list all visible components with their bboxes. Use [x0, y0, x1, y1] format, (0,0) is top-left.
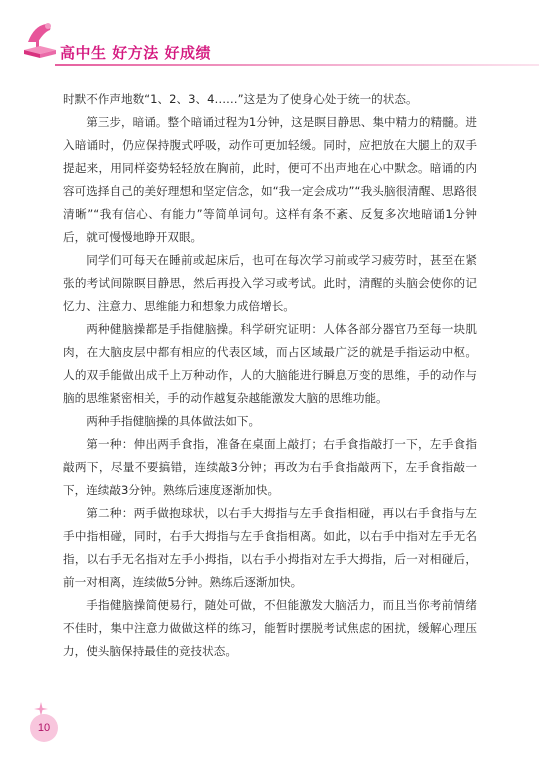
page-number: 10: [30, 714, 58, 742]
paragraph: 时默不作声地数“1、2、3、4……”这是为了使身心处于统一的状态。: [63, 92, 418, 106]
paragraph: 第二种：两手做抱球状，以右手大拇指与左手食指相碰，再以右手食指与左手中指相碰，同时，右手大拇指与左手食指相离。如此，以右手中指对左手无名指，以右手无名指对左手小拇指，以右手小拇指对左手大拇指，后一对相碰后，前一对相离，连续做5分钟。熟练后逐渐加快。: [63, 506, 477, 589]
paragraph: 第一种：伸出两手食指，准备在桌面上敲打；右手食指敲打一下，左手食指敲两下，尽量不要搞错，连续敲3分钟；再改为右手食指敲两下，左手食指敲一下，连续敲3分钟。熟练后速度逐渐加快。: [63, 437, 477, 497]
body-text: [63, 88, 477, 663]
header-divider: [55, 64, 539, 66]
page-number-badge: [27, 700, 63, 750]
paragraph: 第三步，暗诵。整个暗诵过程为1分钟，这是瞑目静思、集中精力的精髓。进入暗诵时，仍应保持腹式呼吸，动作可更加轻缓。同时，应把放在大腿上的双手提起来，用同样姿势轻轻放在胸前，此时，便可不出声地在心中默念。暗诵的内容可选择自己的美好理想和坚定信念，如“我一定会成功”“我头脑很清醒、思路很清晰”“我有信心、有能力”等简单词句。这样有条不紊、反复多次地暗诵1分钟后，就可慢慢地睁开双眼。: [63, 115, 477, 244]
paragraph: 同学们可每天在睡前或起床后，也可在每次学习前或学习疲劳时，甚至在紧张的考试间隙瞑目静思，然后再投入学习或考试。此时，清醒的头脑会使你的记忆力、注意力、思维能力和想象力成倍增长。: [63, 253, 477, 313]
paragraph: 两种健脑操都是手指健脑操。科学研究证明：人体各部分器官乃至每一块肌肉，在大脑皮层中都有相应的代表区域，而占区域最广泛的就是手指运动中枢。人的双手能做出成千上万种动作，人的大脑能进行瞬息万变的思维，手的动作与脑的思维紧密相关，手的动作越复杂越能激发大脑的思维功能。: [63, 322, 477, 405]
page-header: [0, 0, 539, 70]
header-title: 高中生 好方法 好成绩: [60, 44, 211, 62]
desk-lamp-book-icon: [22, 20, 58, 60]
paragraph: 两种手指健脑操的具体做法如下。: [86, 414, 261, 428]
paragraph: 手指健脑操简便易行，随处可做，不但能激发大脑活力，而且当你考前情绪不佳时，集中注意力做做这样的练习，能暂时摆脱考试焦虑的困扰，缓解心理压力，使头脑保持最佳的竞技状态。: [63, 598, 477, 658]
